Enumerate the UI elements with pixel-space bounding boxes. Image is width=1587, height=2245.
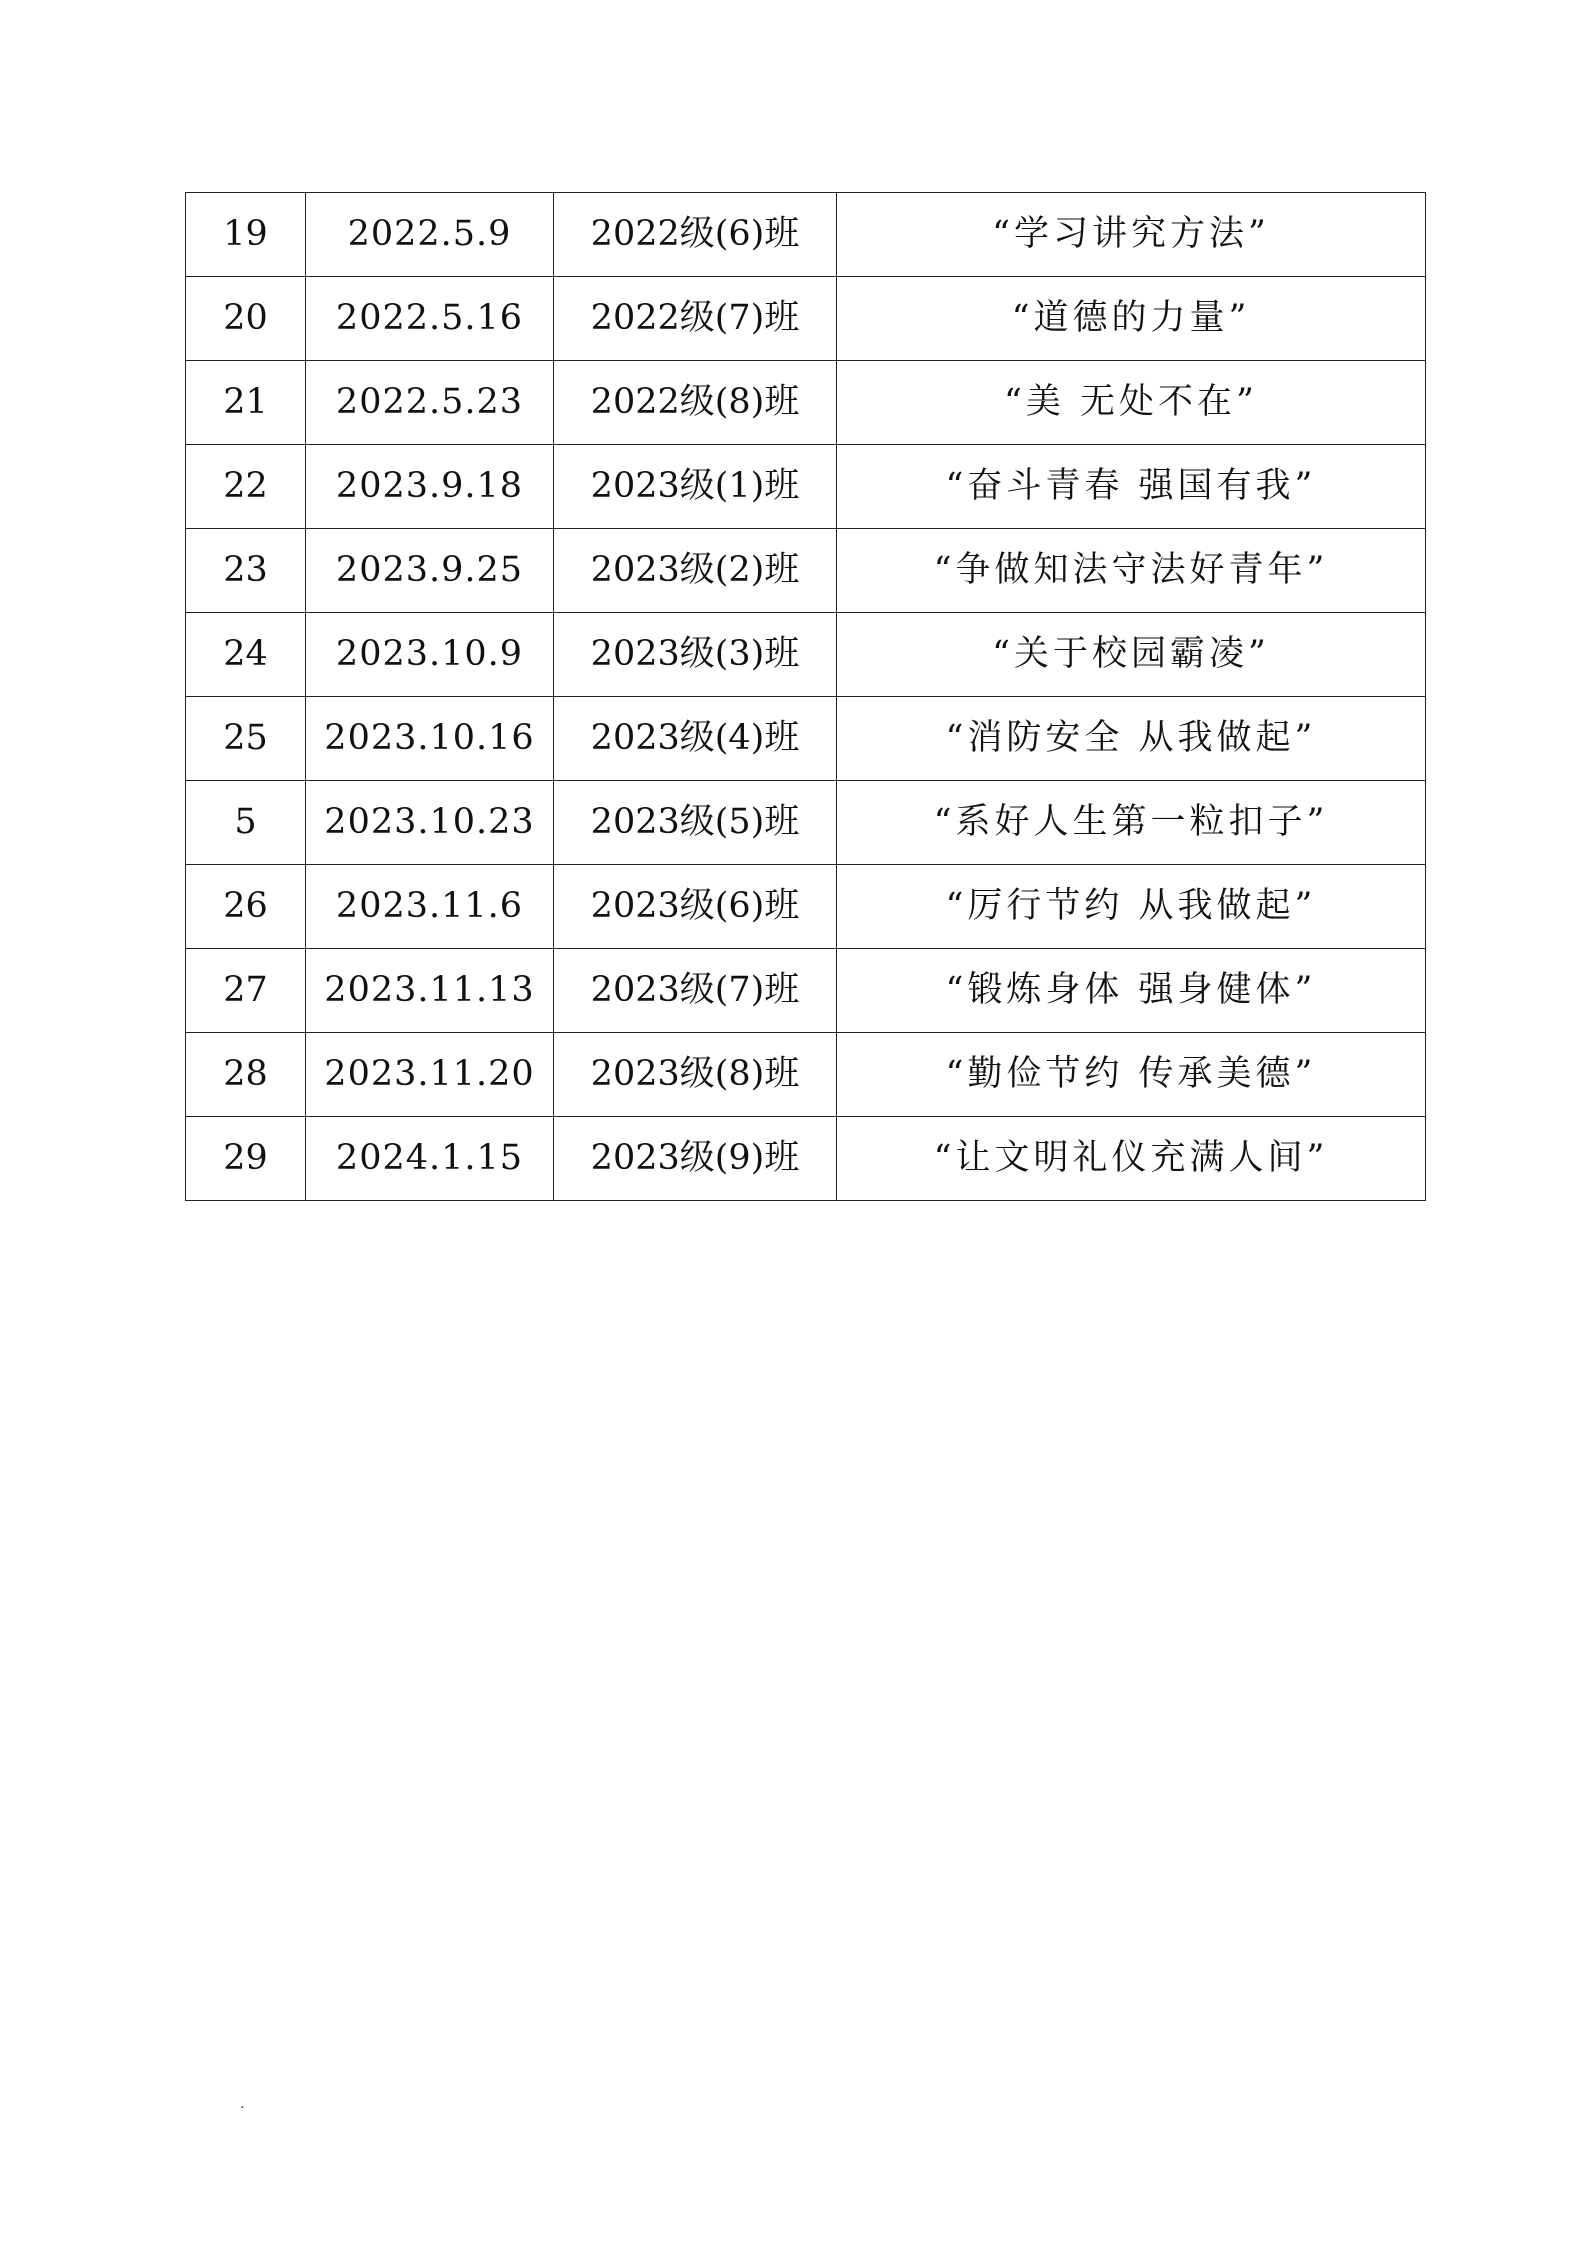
theme-cell: “锻炼身体 强身健体” bbox=[837, 949, 1426, 1033]
theme-cell: “消防安全 从我做起” bbox=[837, 697, 1426, 781]
class-cell: 2022级(6)班 bbox=[554, 193, 837, 277]
table-row bbox=[186, 529, 1426, 613]
date-cell: 2023.9.18 bbox=[306, 445, 554, 529]
row-number-cell: 24 bbox=[186, 613, 306, 697]
row-number-cell: 5 bbox=[186, 781, 306, 865]
class-cell: 2023级(7)班 bbox=[554, 949, 837, 1033]
row-number-cell: 26 bbox=[186, 865, 306, 949]
date-cell: 2024.1.15 bbox=[306, 1117, 554, 1201]
table-row bbox=[186, 1117, 1426, 1201]
date-cell: 2023.11.20 bbox=[306, 1033, 554, 1117]
table-row bbox=[186, 445, 1426, 529]
class-cell: 2023级(5)班 bbox=[554, 781, 837, 865]
date-cell: 2023.10.23 bbox=[306, 781, 554, 865]
date-cell: 2023.9.25 bbox=[306, 529, 554, 613]
theme-cell: “让文明礼仪充满人间” bbox=[837, 1117, 1426, 1201]
class-cell: 2023级(8)班 bbox=[554, 1033, 837, 1117]
schedule-table bbox=[185, 192, 1426, 1201]
theme-cell: “奋斗青春 强国有我” bbox=[837, 445, 1426, 529]
row-number-cell: 22 bbox=[186, 445, 306, 529]
row-number-cell: 19 bbox=[186, 193, 306, 277]
date-cell: 2023.11.13 bbox=[306, 949, 554, 1033]
theme-cell: “系好人生第一粒扣子” bbox=[837, 781, 1426, 865]
theme-cell: “道德的力量” bbox=[837, 277, 1426, 361]
theme-cell: “关于校园霸凌” bbox=[837, 613, 1426, 697]
theme-cell: “美 无处不在” bbox=[837, 361, 1426, 445]
row-number-cell: 28 bbox=[186, 1033, 306, 1117]
table-row bbox=[186, 781, 1426, 865]
row-number-cell: 25 bbox=[186, 697, 306, 781]
row-number-cell: 20 bbox=[186, 277, 306, 361]
date-cell: 2023.10.9 bbox=[306, 613, 554, 697]
table-row bbox=[186, 949, 1426, 1033]
class-cell: 2023级(9)班 bbox=[554, 1117, 837, 1201]
row-number-cell: 27 bbox=[186, 949, 306, 1033]
table-row bbox=[186, 613, 1426, 697]
class-cell: 2022级(7)班 bbox=[554, 277, 837, 361]
table-row bbox=[186, 193, 1426, 277]
row-number-cell: 23 bbox=[186, 529, 306, 613]
table-row bbox=[186, 277, 1426, 361]
theme-cell: “争做知法守法好青年” bbox=[837, 529, 1426, 613]
theme-cell: “学习讲究方法” bbox=[837, 193, 1426, 277]
class-cell: 2023级(2)班 bbox=[554, 529, 837, 613]
class-cell: 2023级(6)班 bbox=[554, 865, 837, 949]
date-cell: 2023.11.6 bbox=[306, 865, 554, 949]
table-row bbox=[186, 361, 1426, 445]
schedule-table-body bbox=[186, 193, 1426, 1201]
date-cell: 2022.5.23 bbox=[306, 361, 554, 445]
class-cell: 2023级(4)班 bbox=[554, 697, 837, 781]
class-cell: 2023级(1)班 bbox=[554, 445, 837, 529]
footer-dot-mark: . bbox=[240, 2096, 245, 2112]
table-row bbox=[186, 697, 1426, 781]
row-number-cell: 21 bbox=[186, 361, 306, 445]
row-number-cell: 29 bbox=[186, 1117, 306, 1201]
class-cell: 2022级(8)班 bbox=[554, 361, 837, 445]
date-cell: 2022.5.9 bbox=[306, 193, 554, 277]
table-row bbox=[186, 865, 1426, 949]
theme-cell: “厉行节约 从我做起” bbox=[837, 865, 1426, 949]
date-cell: 2022.5.16 bbox=[306, 277, 554, 361]
class-cell: 2023级(3)班 bbox=[554, 613, 837, 697]
theme-cell: “勤俭节约 传承美德” bbox=[837, 1033, 1426, 1117]
table-row bbox=[186, 1033, 1426, 1117]
date-cell: 2023.10.16 bbox=[306, 697, 554, 781]
